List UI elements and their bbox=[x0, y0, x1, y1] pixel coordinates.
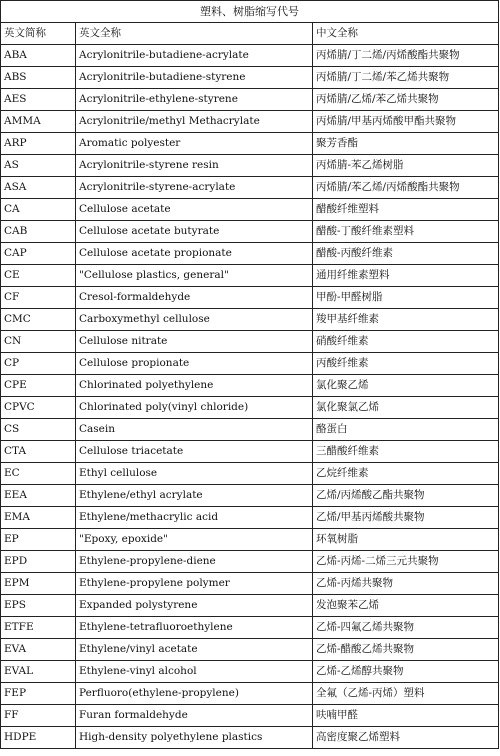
table-row bbox=[1, 243, 499, 265]
cell-english-name: Casein bbox=[76, 419, 313, 441]
cell-abbreviation: AS bbox=[1, 155, 76, 177]
table-title: 塑料、树脂缩写代号 bbox=[1, 1, 499, 23]
cell-abbreviation: FF bbox=[1, 705, 76, 727]
cell-abbreviation: EPS bbox=[1, 595, 76, 617]
cell-english-name: Perfluoro(ethylene-propylene) bbox=[76, 683, 313, 705]
table-row bbox=[1, 111, 499, 133]
table-row bbox=[1, 419, 499, 441]
table-row bbox=[1, 287, 499, 309]
table-row bbox=[1, 529, 499, 551]
cell-english-name: Furan formaldehyde bbox=[76, 705, 313, 727]
cell-chinese-name: 氯化聚乙烯 bbox=[313, 375, 499, 397]
cell-chinese-name: 乙烯-四氟乙烯共聚物 bbox=[313, 617, 499, 639]
cell-abbreviation: CP bbox=[1, 353, 76, 375]
cell-chinese-name: 丙烯腈-苯乙烯树脂 bbox=[313, 155, 499, 177]
table-row bbox=[1, 199, 499, 221]
table-title-row bbox=[1, 1, 499, 23]
cell-chinese-name: 丙烯腈/苯乙烯/丙烯酸酯共聚物 bbox=[313, 177, 499, 199]
cell-abbreviation: CE bbox=[1, 265, 76, 287]
cell-abbreviation: ABA bbox=[1, 45, 76, 67]
table-row bbox=[1, 617, 499, 639]
cell-chinese-name: 醋酸-丁酸纤维素塑料 bbox=[313, 221, 499, 243]
cell-chinese-name: 乙烷纤维素 bbox=[313, 463, 499, 485]
cell-english-name: Ethyl cellulose bbox=[76, 463, 313, 485]
table-row bbox=[1, 507, 499, 529]
cell-chinese-name: 醋酸纤维塑料 bbox=[313, 199, 499, 221]
cell-abbreviation: EEA bbox=[1, 485, 76, 507]
cell-chinese-name: 乙烯/甲基丙烯酸共聚物 bbox=[313, 507, 499, 529]
cell-english-name: Ethylene-tetrafluoroethylene bbox=[76, 617, 313, 639]
table-header-row bbox=[1, 23, 499, 45]
cell-abbreviation: AMMA bbox=[1, 111, 76, 133]
cell-english-name: Cellulose propionate bbox=[76, 353, 313, 375]
cell-chinese-name: 聚芳香酯 bbox=[313, 133, 499, 155]
cell-chinese-name: 乙烯-醋酸乙烯共聚物 bbox=[313, 639, 499, 661]
cell-abbreviation: EPD bbox=[1, 551, 76, 573]
cell-english-name: Chlorinated poly(vinyl chloride) bbox=[76, 397, 313, 419]
cell-chinese-name: 全氟（乙烯-丙烯）塑料 bbox=[313, 683, 499, 705]
cell-abbreviation: EP bbox=[1, 529, 76, 551]
cell-abbreviation: CA bbox=[1, 199, 76, 221]
cell-chinese-name: 丙烯腈/丁二烯/丙烯酸酯共聚物 bbox=[313, 45, 499, 67]
cell-abbreviation: ARP bbox=[1, 133, 76, 155]
cell-english-name: "Cellulose plastics, general" bbox=[76, 265, 313, 287]
table-row bbox=[1, 441, 499, 463]
cell-abbreviation: ABS bbox=[1, 67, 76, 89]
cell-chinese-name: 羧甲基纤维素 bbox=[313, 309, 499, 331]
cell-chinese-name: 丙烯腈/乙烯/苯乙烯共聚物 bbox=[313, 89, 499, 111]
cell-abbreviation: EC bbox=[1, 463, 76, 485]
cell-chinese-name: 三醋酸纤维素 bbox=[313, 441, 499, 463]
cell-abbreviation: ASA bbox=[1, 177, 76, 199]
cell-english-name: Cellulose nitrate bbox=[76, 331, 313, 353]
table-row bbox=[1, 309, 499, 331]
cell-chinese-name: 酪蛋白 bbox=[313, 419, 499, 441]
cell-chinese-name: 呋喃甲醛 bbox=[313, 705, 499, 727]
cell-chinese-name: 高密度聚乙烯塑料 bbox=[313, 727, 499, 749]
cell-english-name: Carboxymethyl cellulose bbox=[76, 309, 313, 331]
cell-abbreviation: CMC bbox=[1, 309, 76, 331]
cell-chinese-name: 甲酚-甲醛树脂 bbox=[313, 287, 499, 309]
cell-english-name: Cresol-formaldehyde bbox=[76, 287, 313, 309]
table-row bbox=[1, 573, 499, 595]
cell-english-name: Chlorinated polyethylene bbox=[76, 375, 313, 397]
cell-abbreviation: CS bbox=[1, 419, 76, 441]
cell-chinese-name: 丙烯腈/甲基丙烯酸甲酯共聚物 bbox=[313, 111, 499, 133]
cell-chinese-name: 丙烯腈/丁二烯/苯乙烯共聚物 bbox=[313, 67, 499, 89]
cell-chinese-name: 氯化聚氯乙烯 bbox=[313, 397, 499, 419]
cell-english-name: Ethylene-vinyl alcohol bbox=[76, 661, 313, 683]
table-row bbox=[1, 331, 499, 353]
cell-abbreviation: EMA bbox=[1, 507, 76, 529]
cell-english-name: Expanded polystyrene bbox=[76, 595, 313, 617]
cell-english-name: High-density polyethylene plastics bbox=[76, 727, 313, 749]
cell-chinese-name: 乙烯/丙烯酸乙酯共聚物 bbox=[313, 485, 499, 507]
table-row bbox=[1, 89, 499, 111]
cell-chinese-name: 乙烯-丙烯-二烯三元共聚物 bbox=[313, 551, 499, 573]
cell-chinese-name: 乙烯-丙烯共聚物 bbox=[313, 573, 499, 595]
table-row bbox=[1, 595, 499, 617]
cell-abbreviation: CF bbox=[1, 287, 76, 309]
cell-chinese-name: 环氧树脂 bbox=[313, 529, 499, 551]
table-row bbox=[1, 265, 499, 287]
cell-english-name: Ethylene/ethyl acrylate bbox=[76, 485, 313, 507]
cell-english-name: Ethylene-propylene-diene bbox=[76, 551, 313, 573]
table-body bbox=[1, 1, 499, 749]
cell-english-name: "Epoxy, epoxide" bbox=[76, 529, 313, 551]
cell-english-name: Acrylonitrile-styrene resin bbox=[76, 155, 313, 177]
cell-abbreviation: CPVC bbox=[1, 397, 76, 419]
cell-english-name: Cellulose acetate propionate bbox=[76, 243, 313, 265]
cell-abbreviation: ETFE bbox=[1, 617, 76, 639]
cell-english-name: Cellulose acetate butyrate bbox=[76, 221, 313, 243]
cell-english-name: Ethylene-propylene polymer bbox=[76, 573, 313, 595]
header-chinese-name: 中文全称 bbox=[313, 23, 499, 45]
cell-abbreviation: EVA bbox=[1, 639, 76, 661]
cell-english-name: Acrylonitrile-ethylene-styrene bbox=[76, 89, 313, 111]
table-row bbox=[1, 727, 499, 749]
cell-abbreviation: FEP bbox=[1, 683, 76, 705]
cell-chinese-name: 通用纤维素塑料 bbox=[313, 265, 499, 287]
table-row bbox=[1, 639, 499, 661]
cell-abbreviation: HDPE bbox=[1, 727, 76, 749]
table-row bbox=[1, 67, 499, 89]
table-row bbox=[1, 221, 499, 243]
cell-chinese-name: 硝酸纤维素 bbox=[313, 331, 499, 353]
cell-english-name: Acrylonitrile-butadiene-acrylate bbox=[76, 45, 313, 67]
cell-english-name: Cellulose triacetate bbox=[76, 441, 313, 463]
table-row bbox=[1, 353, 499, 375]
table-row bbox=[1, 45, 499, 67]
cell-abbreviation: EPM bbox=[1, 573, 76, 595]
cell-english-name: Aromatic polyester bbox=[76, 133, 313, 155]
table-row bbox=[1, 397, 499, 419]
cell-abbreviation: CN bbox=[1, 331, 76, 353]
table-row bbox=[1, 177, 499, 199]
table-row bbox=[1, 375, 499, 397]
cell-abbreviation: EVAL bbox=[1, 661, 76, 683]
cell-english-name: Acrylonitrile/methyl Methacrylate bbox=[76, 111, 313, 133]
cell-abbreviation: CAP bbox=[1, 243, 76, 265]
table-row bbox=[1, 485, 499, 507]
table-row bbox=[1, 661, 499, 683]
cell-abbreviation: AES bbox=[1, 89, 76, 111]
cell-english-name: Acrylonitrile-styrene-acrylate bbox=[76, 177, 313, 199]
cell-chinese-name: 乙烯-乙烯醇共聚物 bbox=[313, 661, 499, 683]
cell-english-name: Cellulose acetate bbox=[76, 199, 313, 221]
header-english-name: 英文全称 bbox=[76, 23, 313, 45]
table-row bbox=[1, 155, 499, 177]
cell-english-name: Acrylonitrile-butadiene-styrene bbox=[76, 67, 313, 89]
cell-chinese-name: 醋酸-丙酸纤维素 bbox=[313, 243, 499, 265]
table-row bbox=[1, 705, 499, 727]
table-row bbox=[1, 683, 499, 705]
cell-english-name: Ethylene/methacrylic acid bbox=[76, 507, 313, 529]
table-row bbox=[1, 463, 499, 485]
cell-abbreviation: CAB bbox=[1, 221, 76, 243]
table-row bbox=[1, 133, 499, 155]
cell-chinese-name: 丙酸纤维素 bbox=[313, 353, 499, 375]
cell-chinese-name: 发泡聚苯乙烯 bbox=[313, 595, 499, 617]
table-row bbox=[1, 551, 499, 573]
cell-abbreviation: CPE bbox=[1, 375, 76, 397]
cell-english-name: Ethylene/vinyl acetate bbox=[76, 639, 313, 661]
cell-abbreviation: CTA bbox=[1, 441, 76, 463]
header-abbreviation: 英文简称 bbox=[1, 23, 76, 45]
